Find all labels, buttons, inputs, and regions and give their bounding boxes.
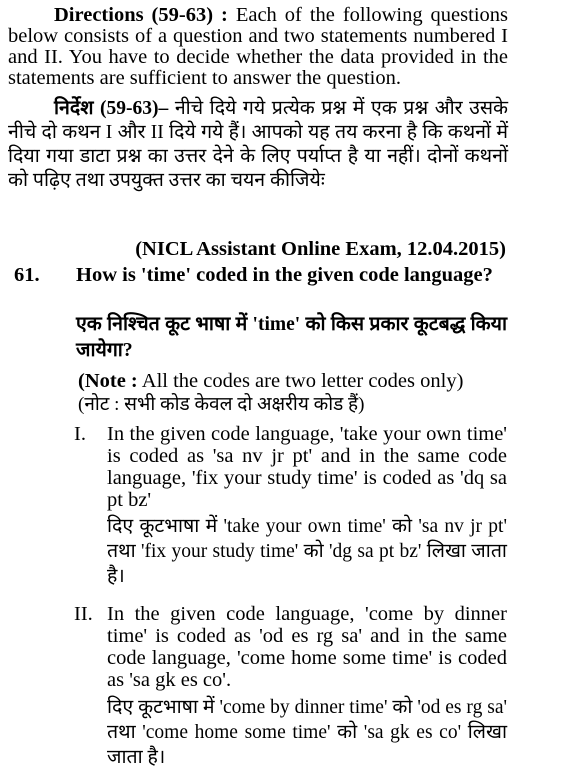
note-hi: (नोट : सभी कोड केवल दो अक्षरीय कोड हैं) <box>78 394 365 415</box>
statement-1-text-en: In the given code language, 'take your own time' is coded as 'sa nv jr pt' and in the same code language, 'fix your study time' is coded as 'dq sa pt bz' <box>107 423 507 511</box>
directions-label: Directions (59-63) : <box>54 4 228 26</box>
question-text-hi: एक निश्चित कूट भाषा में 'time' को किस प्रकार कूटबद्ध किया जायेगा? <box>76 314 507 361</box>
note-label: (Note : <box>78 370 138 392</box>
statement-1-text-hi: दिए कूटभाषा में 'take your own time' को 'sa nv jr pt' तथा 'fix your study time' को 'dg sa pt bz' लिखा जाता है। <box>107 516 507 587</box>
exam-source: (NICL Assistant Online Exam, 12.04.2015) <box>135 238 506 260</box>
directions-paragraph-hi <box>8 97 508 193</box>
statement-2-text-hi: दिए कूटभाषा में 'come by dinner time' को 'od es rg sa' तथा 'come home some time' को 'sa gk es co' लिखा जाता है। <box>107 697 507 768</box>
directions-text-en: Each of the following questions below consists of a question and two statements numbered I and II. You have to decide whether the data provided in the statements are sufficient to answer the question. <box>8 4 508 89</box>
note-en <box>78 370 463 392</box>
directions-text-hi: नीचे दिये गये प्रत्येक प्रश्न में एक प्रश्न और उसके नीचे दो कथन I और II दिये गये हैं। आपको यह तय करना है कि कथनों में दिया गया डाटा प्रश्न का उत्तर देने के लिए पर्याप्त है या नहीं। दोनों कथनों को पढ़िए तथा उपयुक्त उत्तर का चयन कीजियेः <box>8 98 509 191</box>
question-text-en: How is 'time' coded in the given code language? <box>76 264 493 286</box>
statement-2-label: II. <box>74 603 93 625</box>
directions-paragraph-en <box>8 5 508 89</box>
statement-2-text-en: In the given code language, 'come by dinner time' is coded as 'od es rg sa' and in the same code language, 'come home some time' is coded as 'sa gk es co'. <box>107 603 507 691</box>
note-text-en: All the codes are two letter codes only) <box>141 370 464 392</box>
statement-1-label: I. <box>74 423 86 445</box>
question-number: 61. <box>14 264 40 286</box>
directions-label-hi: निर्देश (59-63)– <box>54 98 169 119</box>
